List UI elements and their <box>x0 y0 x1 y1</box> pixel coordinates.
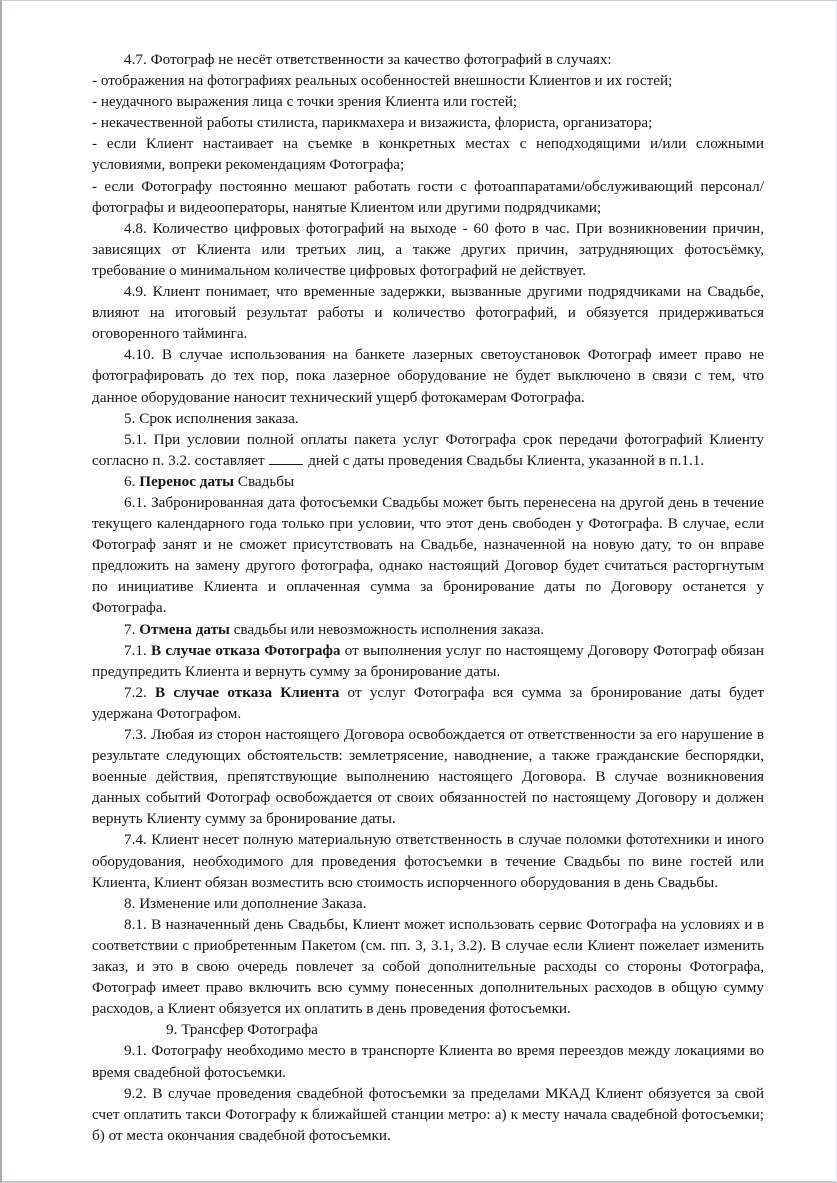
document-text-body <box>92 49 764 1146</box>
clause-4-7-item-5: - если Фотографу постоянно мешают работать гости с фотоаппаратами/обслуживающий персонал/фотографы и видеооператоры, нанятые Клиентом или другими подрядчиками; <box>92 177 764 216</box>
clause-8-1: 8.1. В назначенный день Свадьбы, Клиент может использовать сервис Фотографа на условиях и в соответствии с приобретенным Пакетом (см. пп. 3, 3.1, 3.2). В случае если Клиент пожелает изменить заказ, и это в свою очередь повлечет за собой дополнительные расходы со стороны Фотографа, Фотограф имеет право включить всю сумму понесенных дополнительных расходов в общую сумму расходов, а Клиент обязуется их оплатить в день проведения фотосъемки. <box>92 915 764 1018</box>
clause-5-1: 5.1. При условии полной оплаты пакета услуг Фотографа срок передачи фотографий Клиенту согласно п. 3.2. составляет дней с даты проведения Свадьбы Клиента, указанной в п.1.1. <box>92 430 764 469</box>
clause-9-1: 9.1. Фотографу необходимо место в транспорте Клиента во время переездов между локациями во время свадебной фотосъемки. <box>92 1042 764 1081</box>
clause-8: 8. Изменение или дополнение Заказа. <box>124 894 367 912</box>
clause-7-4: 7.4. Клиент несет полную материальную ответственность в случае поломки фототехники и иного оборудования, необходимого для проведения фотосъемки в течение Свадьбы по вине гостей или Клиента, Клиент обязан возместить всю стоимость испорченного оборудования в день Свадьбы. <box>92 831 764 891</box>
clause-4-9: 4.9. Клиент понимает, что временные задержки, вызванные другими подрядчиками на Свадьбе, влияют на итоговый результат работы и количество фотографий, и обязуется придерживаться оговоренного тайминга. <box>92 283 764 343</box>
clause-4-10: 4.10. В случае использования на банкете лазерных светоустановок Фотограф имеет право не фотографировать до тех пор, пока лазерное оборудование не будет выключено в связи с тем, что данное оборудование наносит технический ущерб фотокамерам Фотографа. <box>92 346 764 406</box>
clause-5: 5. Срок исполнения заказа. <box>124 409 299 427</box>
clause-6: 6. Перенос даты Свадьбы <box>124 472 295 490</box>
clause-4-7-item-2: - неудачного выражения лица с точки зрения Клиента или гостей; <box>92 93 518 111</box>
clause-7-3: 7.3. Любая из сторон настоящего Договора освобождается от ответственности за его нарушение в результате следующих обстоятельств: землетрясение, наводнение, а также гражданские беспорядки, военные действия, препятствующие выполнению настоящего Договора. В случае возникновения данных событий Фотограф освобождается от своих обязанностей по настоящему Договору и должен вернуть Клиенту сумму за бронирование даты. <box>92 726 764 828</box>
clause-7: 7. Отмена даты свадьбы или невозможность исполнения заказа. <box>124 620 545 638</box>
clause-7-2: 7.2. В случае отказа Клиента от услуг Фотографа вся сумма за бронирование даты будет удержана Фотографом. <box>92 683 764 722</box>
page-bottom-rule <box>2 1181 836 1182</box>
clause-9-2: 9.2. В случае проведения свадебной фотосъемки за пределами МКАД Клиент обязуется за свой счет оплатить такси Фотографу к ближайшей станции метро: а) к месту начала свадебной фотосъемки; б) от места окончания свадебной фотосъемки. <box>92 1084 764 1144</box>
clause-7-1: 7.1. В случае отказа Фотографа от выполнения услуг по настоящему Договору Фотограф обязан предупредить Клиента и вернуть сумму за бронирование даты. <box>92 641 764 680</box>
clause-4-7: 4.7. Фотограф не несёт ответственности за качество фотографий в случаях: <box>124 51 612 68</box>
clause-4-7-item-4: - если Клиент настаивает на съемке в конкретных местах с неподходящими и/или сложными условиями, вопреки рекомендациям Фотографа; <box>92 135 764 174</box>
clause-4-7-item-3: - некачественной работы стилиста, парикмахера и визажиста, флориста, организатора; <box>92 114 653 132</box>
clause-9: 9. Трансфер Фотографа <box>166 1021 318 1039</box>
blank-fill-days <box>269 450 303 465</box>
clause-4-8: 4.8. Количество цифровых фотографий на выходе - 60 фото в час. При возникновении причин, зависящих от Клиента или третьих лиц, а также других причин, затрудняющих фотосъёмку, требование о минимальном количестве цифровых фотографий не действует. <box>92 219 764 279</box>
clause-4-7-item-1: - отображения на фотографиях реальных особенностей внешности Клиентов и их гостей; <box>92 72 673 90</box>
clause-6-1: 6.1. Забронированная дата фотосъемки Свадьбы может быть перенесена на другой день в течение текущего календарного года только при условии, что этот день свободен у Фотографа. В случае, если Фотограф занят и не сможет присутствовать на Свадьбе, назначенной на новую дату, то он вправе предложить на замену другого фотографа, однако настоящий Договор будет считаться расторгнутым по инициативе Клиента и оплаченная сумма за бронирование даты по Договору останется у Фотографа. <box>92 493 764 617</box>
